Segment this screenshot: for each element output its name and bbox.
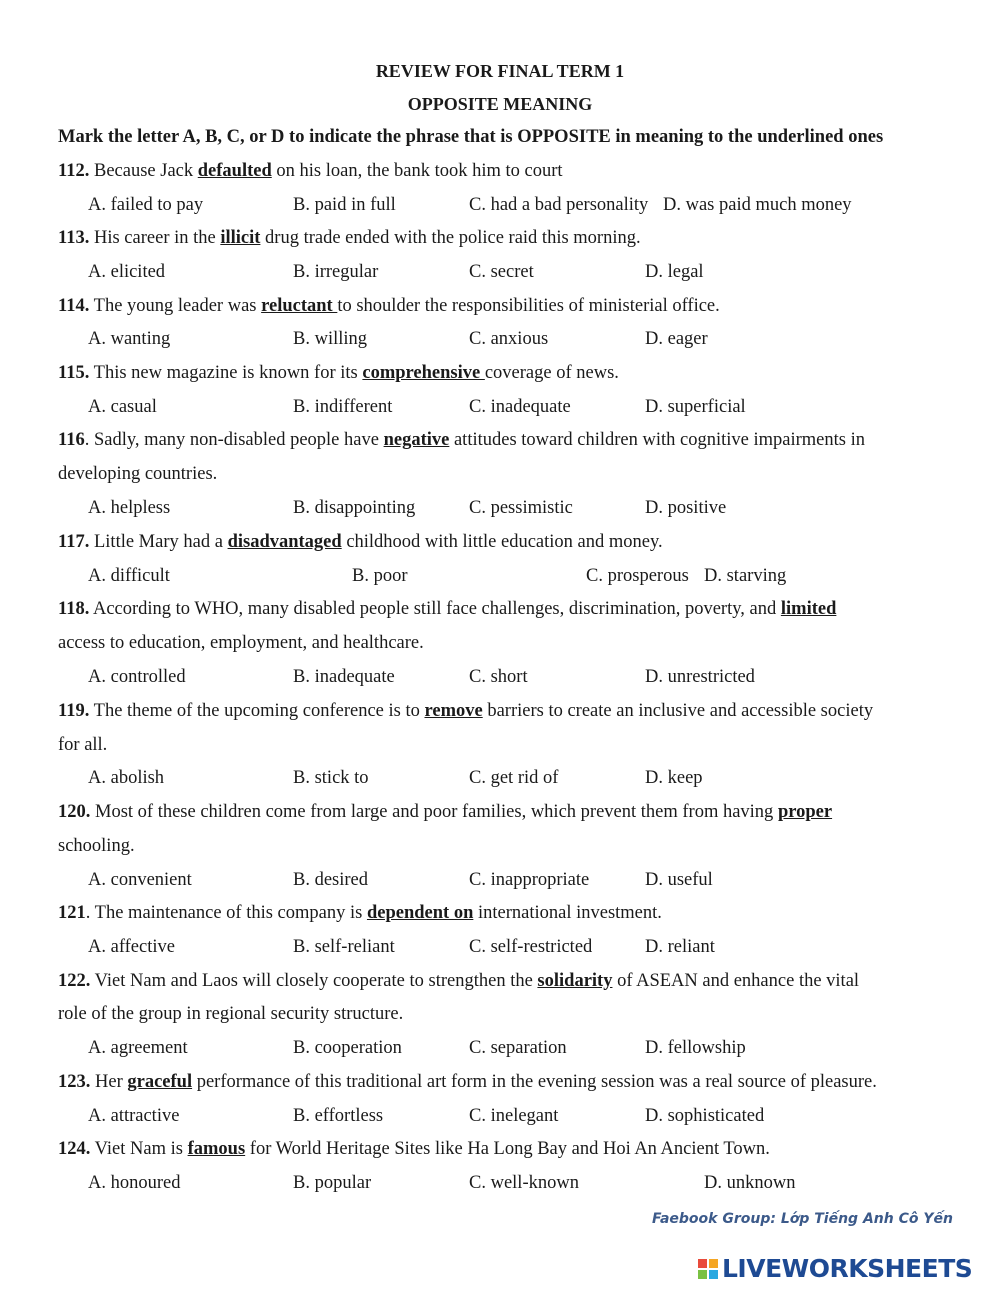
question-124: 124. Viet Nam is famous for World Heritage Sites like Ha Long Bay and Hoi An Ancient Town.: [58, 1139, 770, 1159]
question-113: 113. His career in the illicit drug trade ended with the police raid this morning.: [58, 228, 641, 248]
option-a[interactable]: A. controlled: [88, 667, 186, 687]
option-d[interactable]: D. superficial: [645, 397, 746, 417]
option-a[interactable]: A. helpless: [88, 498, 171, 518]
option-a[interactable]: A. failed to pay: [88, 195, 204, 215]
question-117: 117. Little Mary had a disadvantaged childhood with little education and money.: [58, 532, 663, 552]
question-112: 112. Because Jack defaulted on his loan, the bank took him to court: [58, 161, 563, 181]
question-number: 117.: [58, 532, 90, 552]
underlined-word: dependent on: [366, 903, 474, 923]
option-c[interactable]: C. separation: [469, 1038, 567, 1058]
question-number: 113.: [58, 228, 90, 248]
question-118-continued: access to education, employment, and healthcare.: [58, 633, 424, 653]
underlined-word: solidarity: [537, 971, 613, 991]
page-title: REVIEW FOR FINAL TERM 1: [375, 61, 625, 81]
question-120-continued: schooling.: [58, 836, 135, 856]
question-119: 119. The theme of the upcoming conference is to remove barriers to create an inclusive and accessible society: [58, 701, 874, 721]
question-number: 122.: [58, 971, 91, 991]
question-number: 115.: [58, 363, 90, 383]
option-c[interactable]: C. prosperous: [586, 566, 689, 586]
option-d[interactable]: D. starving: [704, 566, 787, 586]
logo-blocks-icon: [698, 1259, 718, 1279]
question-122-continued: role of the group in regional security structure.: [58, 1004, 404, 1024]
underlined-word: disadvantaged: [227, 532, 342, 552]
question-number: 114.: [58, 296, 90, 316]
underlined-word: defaulted: [197, 161, 272, 181]
underlined-word: famous: [187, 1139, 246, 1159]
option-d[interactable]: D. keep: [645, 768, 703, 788]
option-a[interactable]: A. casual: [88, 397, 157, 417]
option-a[interactable]: A. convenient: [88, 870, 192, 890]
question-121: 121. The maintenance of this company is dependent on international investment.: [58, 903, 662, 923]
option-b[interactable]: B. paid in full: [293, 195, 396, 215]
facebook-group-credit: Faebook Group: Lớp Tiếng Anh Cô Yến: [652, 1211, 953, 1227]
option-a[interactable]: A. difficult: [88, 566, 170, 586]
option-c[interactable]: C. self-restricted: [469, 937, 593, 957]
question-116-continued: developing countries.: [58, 464, 218, 484]
question-number: 121: [58, 903, 86, 923]
option-c[interactable]: C. well-known: [469, 1173, 579, 1193]
logo-text: LIVEWORKSHEETS: [722, 1254, 973, 1283]
underlined-word: graceful: [127, 1072, 193, 1092]
question-number: 124.: [58, 1139, 91, 1159]
question-number: 123.: [58, 1072, 91, 1092]
underlined-word: reluctant: [261, 296, 338, 316]
question-122: 122. Viet Nam and Laos will closely cooperate to strengthen the solidarity of ASEAN and enhance the vital: [58, 971, 860, 991]
option-c[interactable]: C. inadequate: [469, 397, 571, 417]
option-d[interactable]: D. useful: [645, 870, 713, 890]
option-d[interactable]: D. sophisticated: [645, 1106, 765, 1126]
underlined-word: negative: [383, 430, 450, 450]
option-b[interactable]: B. desired: [293, 870, 369, 890]
option-a[interactable]: A. affective: [88, 937, 175, 957]
option-b[interactable]: B. inadequate: [293, 667, 395, 687]
question-120: 120. Most of these children come from large and poor families, which prevent them from having proper: [58, 802, 833, 822]
option-d[interactable]: D. positive: [645, 498, 727, 518]
option-b[interactable]: B. willing: [293, 329, 368, 349]
option-a[interactable]: A. abolish: [88, 768, 165, 788]
option-d[interactable]: D. eager: [645, 329, 708, 349]
option-a[interactable]: A. agreement: [88, 1038, 188, 1058]
question-123: 123. Her graceful performance of this traditional art form in the evening session was a real source of pleasure.: [58, 1072, 877, 1092]
option-c[interactable]: C. short: [469, 667, 528, 687]
question-115: 115. This new magazine is known for its comprehensive coverage of news.: [58, 363, 619, 383]
option-d[interactable]: D. fellowship: [645, 1038, 746, 1058]
option-b[interactable]: B. cooperation: [293, 1038, 402, 1058]
question-119-continued: for all.: [58, 735, 108, 755]
option-b[interactable]: B. self-reliant: [293, 937, 395, 957]
underlined-word: illicit: [220, 228, 261, 248]
underlined-word: remove: [424, 701, 483, 721]
option-c[interactable]: C. get rid of: [469, 768, 559, 788]
option-d[interactable]: D. was paid much money: [663, 195, 852, 215]
instruction: Mark the letter A, B, C, or D to indicate the phrase that is OPPOSITE in meaning to the underlined ones: [58, 127, 884, 147]
option-c[interactable]: C. inappropriate: [469, 870, 590, 890]
question-number: 112.: [58, 161, 90, 181]
option-b[interactable]: B. poor: [352, 566, 408, 586]
option-a[interactable]: A. elicited: [88, 262, 166, 282]
option-a[interactable]: A. honoured: [88, 1173, 181, 1193]
option-c[interactable]: C. secret: [469, 262, 534, 282]
option-d[interactable]: D. reliant: [645, 937, 715, 957]
option-b[interactable]: B. disappointing: [293, 498, 416, 518]
option-d[interactable]: D. legal: [645, 262, 704, 282]
logo-block: [709, 1270, 718, 1279]
option-d[interactable]: D. unknown: [704, 1173, 796, 1193]
section-subtitle: OPPOSITE MEANING: [407, 94, 593, 114]
option-c[interactable]: C. inelegant: [469, 1106, 559, 1126]
option-b[interactable]: B. stick to: [293, 768, 369, 788]
logo-block: [698, 1270, 707, 1279]
question-number: 118.: [58, 599, 90, 619]
option-b[interactable]: B. popular: [293, 1173, 372, 1193]
logo-block: [698, 1259, 707, 1268]
question-116: 116. Sadly, many non-disabled people have negative attitudes toward children with cognitive impairments in: [58, 430, 865, 450]
question-118: 118. According to WHO, many disabled people still face challenges, discrimination, poverty, and limited: [58, 599, 837, 619]
underlined-word: limited: [780, 599, 837, 619]
option-b[interactable]: B. irregular: [293, 262, 379, 282]
question-number: 120.: [58, 802, 91, 822]
option-a[interactable]: A. wanting: [88, 329, 171, 349]
option-d[interactable]: D. unrestricted: [645, 667, 755, 687]
question-number: 116: [58, 430, 85, 450]
question-number: 119.: [58, 701, 90, 721]
liveworksheets-logo[interactable]: [698, 1254, 972, 1283]
logo-block: [709, 1259, 718, 1268]
option-c[interactable]: C. anxious: [469, 329, 549, 349]
question-114: 114. The young leader was reluctant to shoulder the responsibilities of ministerial office.: [58, 296, 720, 316]
option-b[interactable]: B. indifferent: [293, 397, 393, 417]
option-b[interactable]: B. effortless: [293, 1106, 384, 1126]
option-c[interactable]: C. pessimistic: [469, 498, 573, 518]
option-c[interactable]: C. had a bad personality: [469, 195, 649, 215]
option-a[interactable]: A. attractive: [88, 1106, 180, 1126]
underlined-word: proper: [777, 802, 833, 822]
underlined-word: comprehensive: [362, 363, 485, 383]
